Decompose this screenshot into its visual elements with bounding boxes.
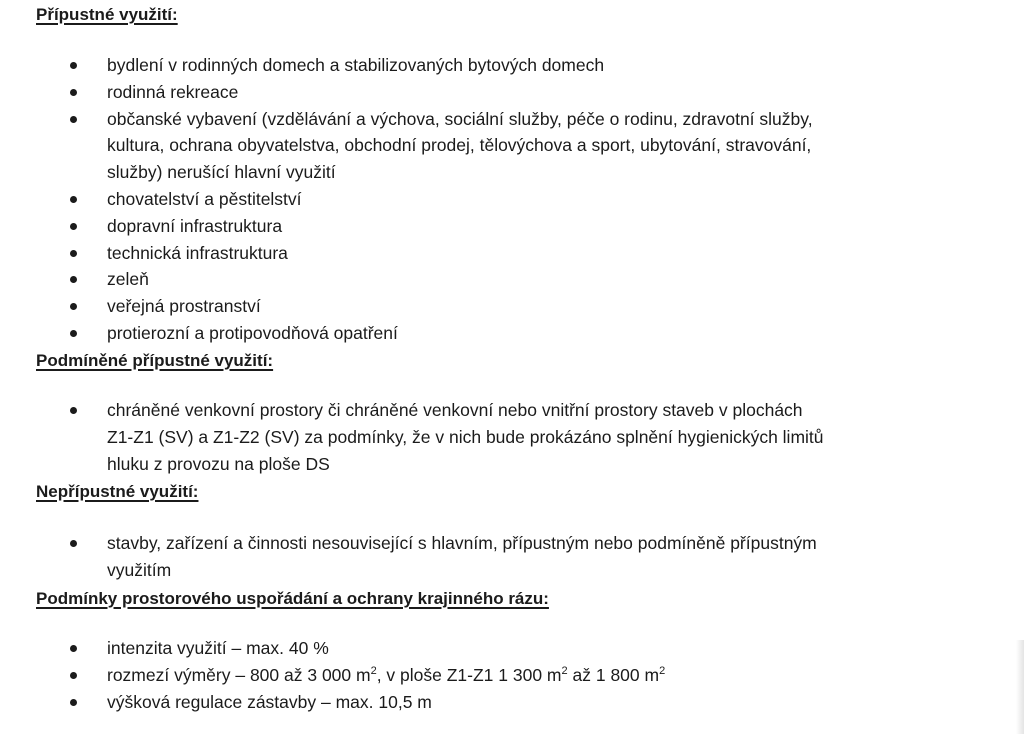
bullet-icon [70, 196, 77, 203]
bullet-icon [70, 116, 77, 123]
list-item: zeleň [0, 266, 927, 293]
bullet-icon [70, 223, 77, 230]
bullet-icon [70, 89, 77, 96]
section-heading-conditional-use: Podmíněné přípustné využití: [36, 351, 274, 370]
bullet-icon [70, 250, 77, 257]
bullet-icon [70, 672, 77, 679]
list-item: rodinná rekreace [0, 79, 927, 106]
list-item: chráněné venkovní prostory či chráněné venkovní nebo vnitřní prostory staveb v plochách Z1-Z1 (SV) a Z1-Z2 (SV) za podmínky, že v nich bude prokázáno splnění hygienických limitů hluku z provozu na ploše DS [0, 397, 927, 477]
list-item: výšková regulace zástavby – max. 10,5 m [0, 689, 927, 716]
bullet-icon [70, 62, 77, 69]
section-heading-permitted-use: Přípustné využití: [36, 5, 178, 24]
list-item: protierozní a protipovodňová opatření [0, 320, 927, 347]
list-item: stavby, zařízení a činnosti nesouvisející s hlavním, přípustným nebo podmíněně přípustným využitím [0, 530, 927, 584]
bullet-icon [70, 699, 77, 706]
list-item: dopravní infrastruktura [0, 213, 927, 240]
spatial-conditions-list [0, 635, 927, 715]
conditional-use-list [0, 397, 927, 477]
list-item: technická infrastruktura [0, 240, 927, 267]
list-item: intenzita využití – max. 40 % [0, 635, 927, 662]
prohibited-use-list [0, 530, 927, 584]
bullet-icon [70, 407, 77, 414]
bullet-icon [70, 330, 77, 337]
list-item: chovatelství a pěstitelství [0, 186, 927, 213]
section-heading-spatial-conditions: Podmínky prostorového uspořádání a ochrany krajinného rázu: [36, 589, 549, 608]
section-heading-prohibited-use: Nepřípustné využití: [36, 482, 199, 501]
bullet-icon [70, 540, 77, 547]
list-item: občanské vybavení (vzdělávání a výchova, sociální služby, péče o rodinu, zdravotní služby, kultura, ochrana obyvatelstva, obchodní prodej, tělovýchova a sport, ubytování, stravování, služby) nerušící hlavní využití [0, 106, 927, 186]
permitted-use-list [0, 52, 927, 347]
list-item: rozmezí výměry – 800 až 3 000 $m^2$, v ploše Z1-Z1 1 300 $m^2$ až 1 800 $m^2$ [0, 662, 927, 689]
list-item: bydlení v rodinných domech a stabilizovaných bytových domech [0, 52, 927, 79]
bullet-icon [70, 276, 77, 283]
bullet-icon [70, 303, 77, 310]
page-edge-shadow [1016, 640, 1024, 734]
list-item: veřejná prostranství [0, 293, 927, 320]
bullet-icon [70, 645, 77, 652]
